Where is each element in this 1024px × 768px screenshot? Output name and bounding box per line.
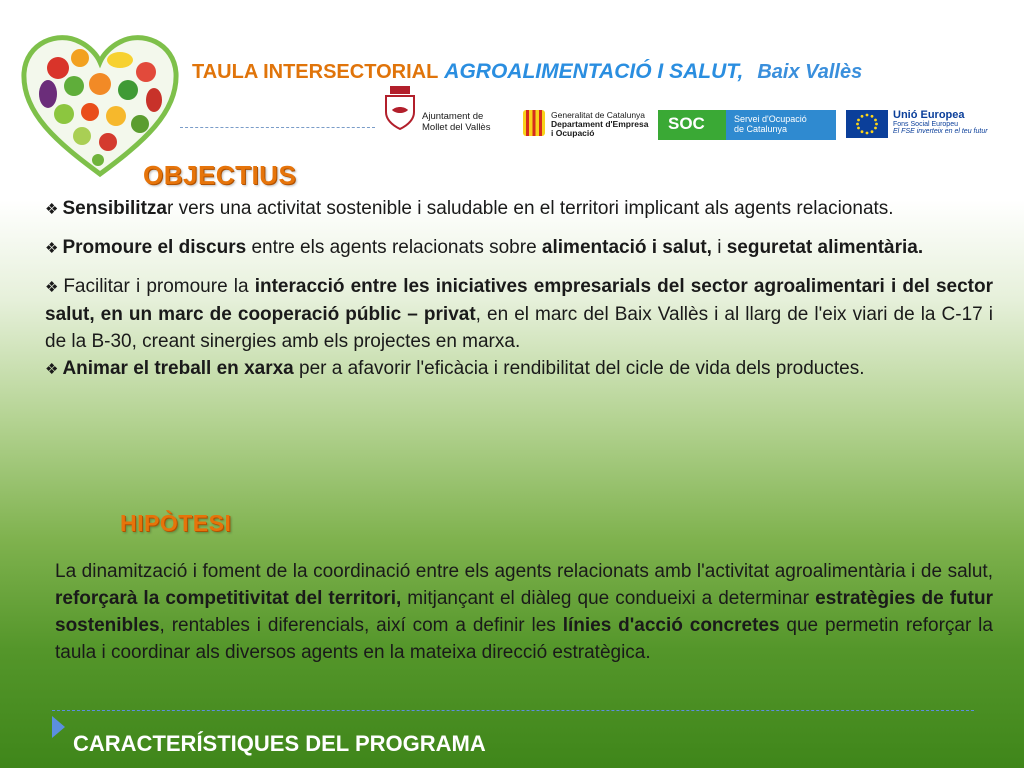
hyp-text-4: que permetin reforçar la taula i coordinar als diversos agents en la mateixa direcció estratègica. — [55, 615, 993, 663]
objectius-list — [45, 195, 993, 394]
list-item — [45, 195, 993, 223]
item-3-text-1: Facilitar i promoure la — [63, 276, 255, 297]
footer-divider — [52, 710, 974, 711]
generalitat-line-2: Departament d'Empresa — [551, 119, 649, 129]
eu-flag-icon — [846, 110, 888, 138]
item-2-bold-3: seguretat alimentària. — [726, 237, 924, 258]
hyp-text-3: , rentables i diferencials, així com a definir les — [159, 615, 563, 636]
list-item — [45, 234, 993, 262]
soc-logo — [658, 110, 836, 140]
list-item — [45, 273, 993, 355]
item-4-text: per a afavorir l'eficàcia i rendibilitat del cicle de vida dels productes. — [293, 358, 865, 379]
title-part-1: TAULA INTERSECTORIAL — [192, 61, 439, 83]
hyp-bold-3: línies d'acció concretes — [562, 615, 780, 636]
caracteristiques-link[interactable]: CARACTERÍSTIQUES DEL PROGRAMA — [73, 731, 486, 756]
item-4-bold: Animar el treball en xarxa — [62, 358, 294, 379]
title-part-3: Baix Vallès — [757, 61, 863, 83]
list-item — [45, 355, 993, 383]
item-1-text: r vers una activitat sostenible i saludable en el territori implicant als agents relacionats. — [166, 198, 894, 219]
hipotesi-paragraph — [55, 558, 993, 666]
page-title — [192, 60, 862, 84]
item-2-bold-2: alimentació i salut, — [541, 237, 712, 258]
hyp-bold-1: reforçarà la competitivitat del territori, — [55, 588, 402, 609]
mollet-line-2: Mollet del Vallès — [422, 122, 491, 133]
eu-line-3: El FSE inverteix en el teu futur — [893, 128, 988, 135]
item-3-text-2: , en el marc del Baix Vallès i al llarg de l'eix viari de la C-17 i de la B-30, creant sinergies amb els projectes en marxa. — [45, 304, 993, 352]
generalitat-line-1: Generalitat de Catalunya — [551, 110, 646, 120]
diamond-bullet-icon: ❖ — [45, 201, 59, 218]
soc-abbr: SOC — [668, 114, 705, 133]
soc-line-2: de Catalunya — [734, 124, 788, 134]
objectius-heading: OBJECTIUS — [143, 160, 297, 190]
senyera-icon — [523, 110, 545, 136]
diamond-bullet-icon: ❖ — [45, 361, 59, 378]
header-divider — [180, 127, 375, 128]
item-2-text-1: entre els agents relacionats sobre — [246, 237, 542, 258]
hyp-text-1: La dinamització i foment de la coordinació entre els agents relacionats amb l'activitat agroalimentària i de salut, — [55, 561, 993, 582]
mollet-line-1: Ajuntament de — [422, 111, 484, 122]
mollet-shield-icon — [382, 86, 418, 130]
eu-line-1: Unió Europea — [893, 109, 965, 121]
generalitat-line-3: i Ocupació — [551, 128, 595, 138]
hipotesi-heading: HIPÒTESI — [120, 510, 232, 536]
item-1-bold: Sensibilitza — [62, 198, 167, 219]
title-part-2: AGROALIMENTACIÓ I SALUT, — [444, 60, 744, 83]
triangle-arrow-icon — [52, 716, 65, 738]
diamond-bullet-icon: ❖ — [45, 240, 59, 257]
diamond-bullet-icon: ❖ — [45, 279, 60, 296]
item-2-bold-1: Promoure el discurs — [62, 237, 247, 258]
eu-line-2: Fons Social Europeu — [893, 121, 958, 128]
hyp-bold-2: estratègies de futur sostenibles — [55, 588, 993, 636]
hyp-text-2: mitjançant el diàleg que condueixi a determinar — [401, 588, 816, 609]
item-3-bold: interacció entre les iniciatives empresarials del sector agroalimentari i del sector salut, en un marc de cooperació públic – privat — [45, 276, 994, 325]
soc-line-1: Servei d'Ocupació — [734, 114, 807, 124]
heart-vegetables-logo — [18, 28, 183, 180]
item-2-text-2: i — [711, 237, 727, 258]
